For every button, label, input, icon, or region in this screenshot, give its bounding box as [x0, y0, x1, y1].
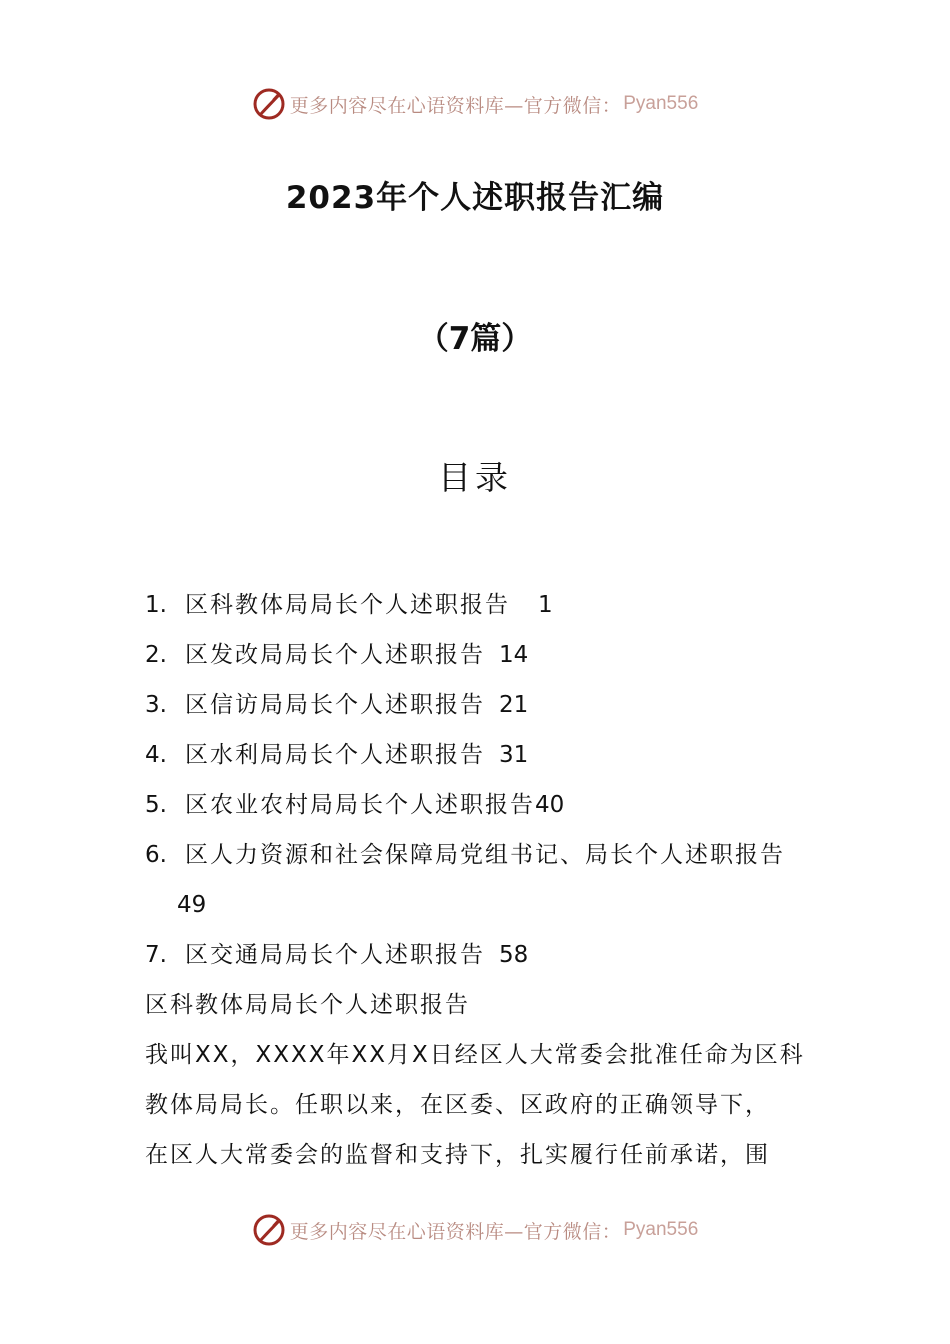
toc-item-number: 5.: [145, 792, 167, 818]
toc-heading: 目录: [438, 458, 512, 497]
watermark-text: 更多内容尽在心语资料库—官方微信：: [289, 1220, 622, 1243]
section-title: 区科教体局局长个人述职报告: [145, 992, 470, 1018]
toc-item-label: 区人力资源和社会保障局党组书记、局长个人述职报告: [185, 842, 785, 868]
toc-item-label: 区水利局局长个人述职报告: [185, 742, 485, 768]
toc-item-page: 40: [535, 792, 565, 818]
toc-item-page: 31: [499, 742, 529, 768]
toc-item[interactable]: [145, 780, 810, 830]
toc-item-number: 2.: [145, 642, 167, 668]
quill-logo-icon: [252, 1213, 286, 1247]
toc-item-number: 7.: [145, 942, 167, 968]
toc-item[interactable]: [145, 730, 810, 780]
footer-watermark: [0, 1210, 950, 1250]
toc-item-label: 区交通局局长个人述职报告: [185, 942, 485, 968]
watermark-text: 更多内容尽在心语资料库—官方微信：: [289, 94, 622, 117]
toc-item[interactable]: [145, 630, 810, 680]
watermark-wechat-id: Pyan556: [623, 93, 699, 114]
toc-item-page[interactable]: 49: [177, 892, 207, 918]
toc-item-page: 21: [499, 692, 529, 718]
toc-item-page: 58: [499, 942, 529, 968]
body-line: 在区人大常委会的监督和支持下，扎实履行任前承诺，围: [145, 1142, 770, 1168]
toc-item[interactable]: [145, 580, 810, 630]
toc-item[interactable]: [145, 830, 810, 880]
toc-item-label: 区科教体局局长个人述职报告: [185, 592, 510, 618]
header-watermark: [0, 84, 950, 124]
document-subtitle: （7篇）: [417, 321, 533, 357]
toc-item-number: 3.: [145, 692, 167, 718]
toc-item-page: 14: [499, 642, 529, 668]
quill-logo-icon: [252, 87, 286, 121]
body-line: 我叫XX，XXXX年XX月X日经区人大常委会批准任命为区科: [145, 1042, 805, 1068]
document-content: [145, 580, 810, 1180]
toc-item-page: 1: [538, 592, 553, 618]
toc-item[interactable]: [145, 680, 810, 730]
document-title: 2023年个人述职报告汇编: [285, 180, 665, 216]
watermark-wechat-id: Pyan556: [623, 1219, 699, 1240]
body-line: 教体局局长。任职以来，在区委、区政府的正确领导下，: [145, 1092, 770, 1118]
toc-item-label: 区信访局局长个人述职报告: [185, 692, 485, 718]
toc-item[interactable]: [145, 930, 810, 980]
toc-item-label: 区农业农村局局长个人述职报告: [185, 792, 535, 818]
toc-item-number: 6.: [145, 842, 167, 868]
toc-item-label: 区发改局局长个人述职报告: [185, 642, 485, 668]
toc-item-number: 1.: [145, 592, 167, 618]
toc-item-number: 4.: [145, 742, 167, 768]
